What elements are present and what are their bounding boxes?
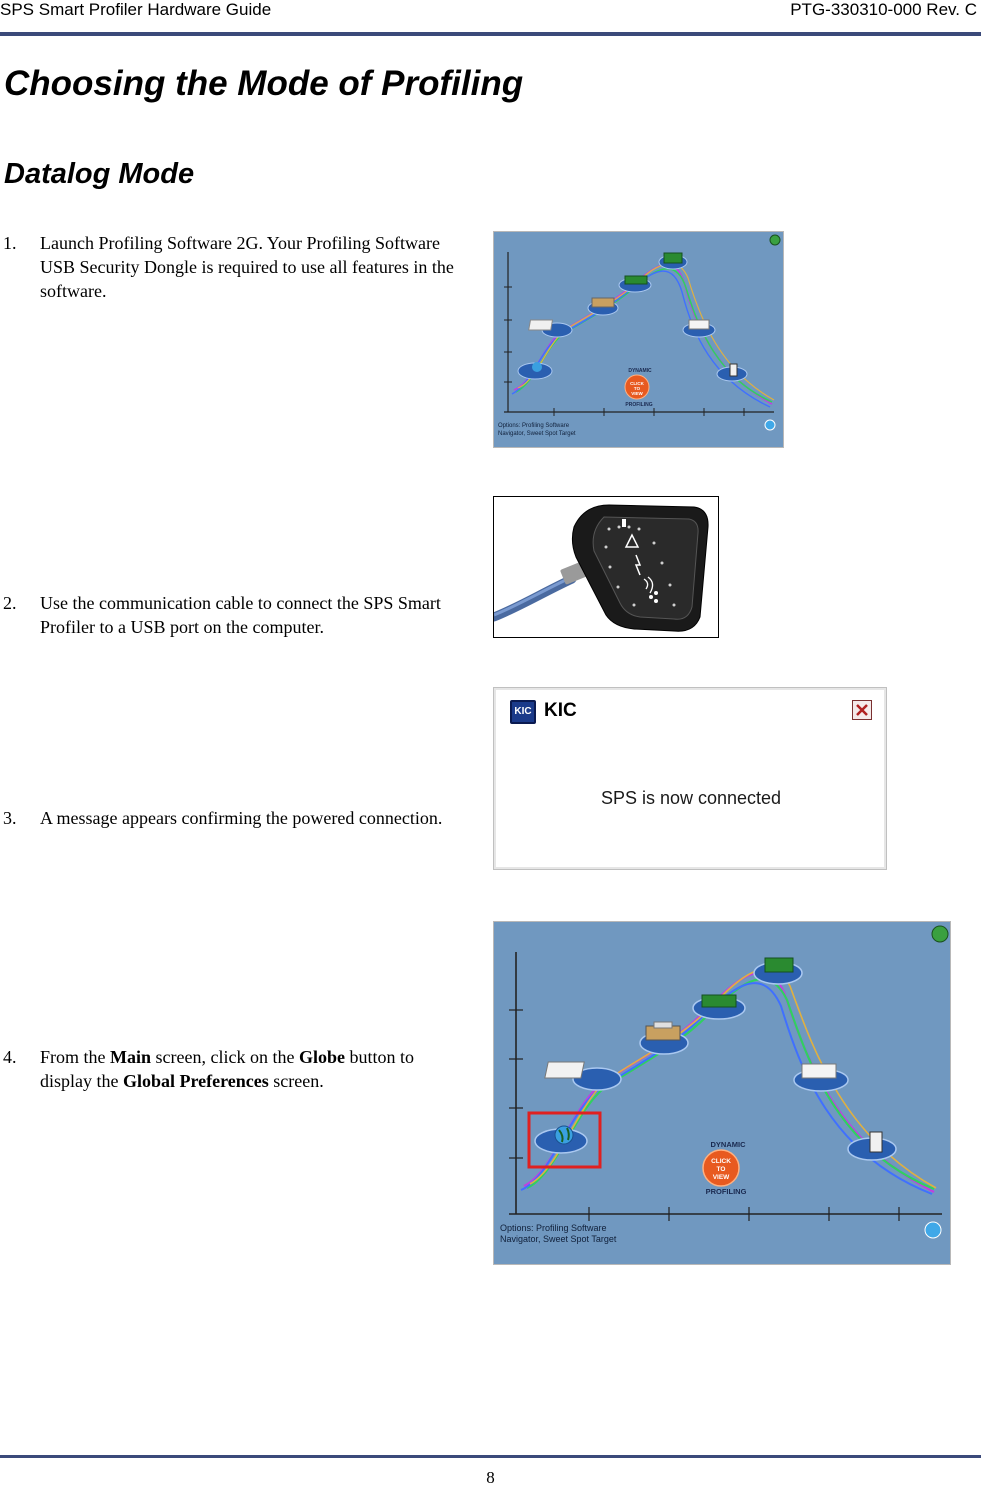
globe-label: Globe: [298, 1047, 345, 1067]
dialog-title: KIC: [544, 700, 577, 721]
step-number: 4.: [3, 1047, 17, 1067]
step-number: 3.: [3, 808, 17, 828]
step-number: 1.: [3, 233, 17, 253]
step-number: 2.: [3, 593, 17, 613]
step-text: From the Main screen, click on the Globe button to display the Global Preferences screen.: [40, 1047, 414, 1091]
header-rule: [0, 32, 981, 36]
svg-text:VIEW: VIEW: [712, 1174, 730, 1181]
running-header-docnum: PTG-330310-000 Rev. C: [790, 0, 977, 19]
profiling-main-screenshot-large: [493, 921, 951, 1265]
click-to-view-text: CLICK: [711, 1158, 731, 1165]
close-icon[interactable]: [852, 700, 872, 720]
step-text: A message appears confirming the powered connection.: [40, 808, 443, 828]
step-2: [3, 591, 463, 639]
dynamic-badge-text: DYNAMIC: [710, 1140, 746, 1149]
page-number: 8: [486, 1468, 495, 1487]
dialog-message: SPS is now connected: [600, 788, 782, 808]
step-1: [3, 231, 463, 303]
profiling-badge-text: PROFILING: [625, 402, 653, 408]
options-text-line1: Options: Profiling Software: [500, 1223, 607, 1233]
options-text-line2: Navigator, Sweet Spot Target: [498, 431, 576, 437]
footer-rule: [0, 1455, 981, 1458]
step-text: Use the communication cable to connect the SPS Smart Profiler to a USB port on the computer.: [40, 593, 441, 637]
profiling-main-screenshot-small: [493, 231, 784, 448]
connection-dialog-screenshot: [493, 687, 887, 870]
usb-dongle-photo: [493, 496, 719, 638]
main-label: Main: [110, 1047, 152, 1067]
step-3: [3, 806, 463, 830]
profiling-badge-text: PROFILING: [705, 1187, 747, 1196]
page-title: Choosing the Mode of Profiling: [4, 64, 524, 103]
step-4: [3, 1045, 463, 1093]
click-to-view-text: CLICK: [630, 381, 644, 386]
global-preferences-label: Global Preferences: [123, 1071, 269, 1091]
svg-text:TO: TO: [633, 386, 641, 391]
step-text: Launch Profiling Software 2G. Your Profiling Software USB Security Dongle is required to use all features in the software.: [40, 233, 454, 301]
dynamic-badge-text: DYNAMIC: [628, 368, 652, 374]
running-header-title: SPS Smart Profiler Hardware Guide: [0, 0, 272, 19]
svg-text:TO: TO: [716, 1166, 726, 1173]
kic-logo-icon: KIC: [510, 700, 536, 724]
section-heading: Datalog Mode: [4, 158, 195, 190]
options-text-line2: Navigator, Sweet Spot Target: [500, 1234, 617, 1244]
svg-text:VIEW: VIEW: [631, 391, 643, 396]
options-text-line1: Options: Profiling Software: [498, 423, 570, 429]
